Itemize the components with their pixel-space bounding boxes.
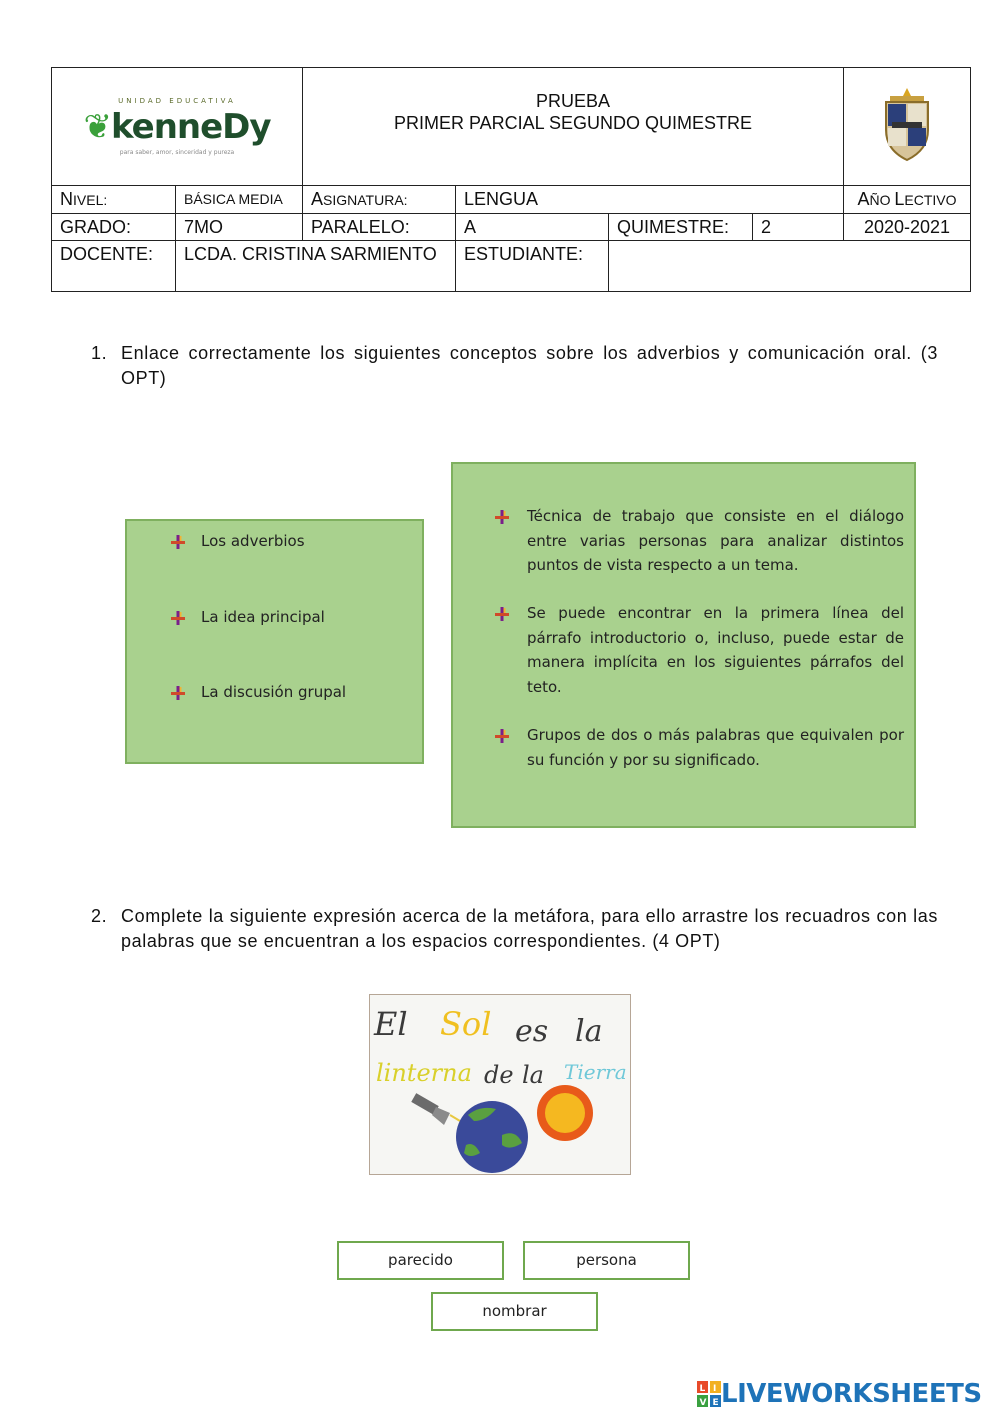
concept-label: La idea principal	[201, 608, 325, 626]
definition-item[interactable]	[495, 601, 904, 699]
picture-word: Tierra	[564, 1060, 627, 1084]
definition-text: Técnica de trabajo que consiste en el diálogo entre varias personas para analizar distintos puntos de vista respecto a un tema.	[527, 507, 904, 574]
word-tile[interactable]: persona	[523, 1241, 690, 1280]
school-logo	[83, 90, 270, 164]
concept-label: La discusión grupal	[201, 683, 347, 701]
liveworksheets-icon	[697, 1381, 721, 1407]
brand-icon-letter: E	[712, 1398, 719, 1407]
picture-word: El	[374, 1005, 408, 1043]
nivel-label: NIVEL:	[52, 186, 176, 214]
liveworksheets-wordmark: LIVEWORKSHEETS	[721, 1379, 982, 1409]
definition-item[interactable]	[495, 504, 904, 578]
picture-word: la	[522, 1061, 544, 1089]
brand-icon-letter: I	[713, 1384, 717, 1394]
school-logo-cell	[52, 68, 303, 186]
sun-icon	[537, 1085, 593, 1141]
definition-item[interactable]	[495, 723, 904, 772]
bullet-cross-icon	[171, 535, 185, 549]
logo-wordmark: kenneDy	[110, 106, 271, 147]
metaphor-drawing	[369, 994, 631, 1175]
logo-sub-text: para saber, amor, sinceridad y pureza	[119, 148, 235, 156]
definition-text: Se puede encontrar en la primera línea del párrafo introductorio o, incluso, puede estar de manera implícita en los siguientes párrafos del teto.	[527, 604, 904, 696]
exam-title-cell	[303, 68, 844, 186]
estudiante-label: ESTUDIANTE:	[456, 241, 609, 292]
word-tile[interactable]: parecido	[337, 1241, 504, 1280]
docente-value: LCDA. CRISTINA SARMIENTO	[176, 241, 456, 292]
bullet-cross-icon	[495, 729, 509, 743]
asignatura-value: LENGUA	[456, 186, 844, 214]
nivel-value: BÁSICA MEDIA	[176, 186, 303, 214]
bullet-cross-icon	[495, 607, 509, 621]
exam-title-line2: PRIMER PARCIAL SEGUNDO QUIMESTRE	[393, 112, 753, 133]
grado-label: GRADO:	[52, 214, 176, 241]
asignatura-label: ASIGNATURA:	[303, 186, 456, 214]
question-1-number: 1.	[91, 343, 108, 363]
grado-value: 7MO	[176, 214, 303, 241]
logo-top-text: UNIDAD EDUCATIVA	[118, 96, 236, 105]
quimestre-value: 2	[753, 214, 844, 241]
question-2	[91, 904, 938, 954]
question-1-text: Enlace correctamente los siguientes conceptos sobre los adverbios y comunicación oral. (3 OPT)	[121, 343, 938, 388]
question-2-number: 2.	[91, 906, 108, 926]
paralelo-value: A	[456, 214, 609, 241]
question-1	[91, 341, 938, 391]
question-2-text: Complete la siguiente expresión acerca de la metáfora, para ello arrastre los recuadros con las palabras que se encuentran a los espacios correspondientes. (4 OPT)	[121, 906, 938, 951]
bullet-cross-icon	[171, 686, 185, 700]
estudiante-input[interactable]	[609, 241, 971, 292]
earth-icon	[456, 1101, 528, 1173]
definition-text: Grupos de dos o más palabras que equivalen por su función y por su significado.	[527, 726, 904, 769]
header-table	[51, 67, 971, 292]
bullet-cross-icon	[495, 510, 509, 524]
flashlight-icon	[411, 1093, 460, 1125]
crest-cell	[844, 68, 971, 186]
exam-title-line1: PRUEBA	[535, 90, 611, 111]
picture-word: es	[515, 1014, 549, 1049]
liveworksheets-logo	[697, 1379, 982, 1409]
school-crest-icon	[880, 86, 934, 162]
docente-label: DOCENTE:	[52, 241, 176, 292]
paralelo-label: PARALELO:	[303, 214, 456, 241]
word-tile[interactable]: nombrar	[431, 1292, 598, 1331]
picture-word: Sol	[440, 1005, 492, 1043]
concept-label: Los adverbios	[201, 532, 305, 550]
picture-word: de	[484, 1061, 514, 1089]
logo-main-text	[83, 106, 271, 147]
concepts-box	[125, 519, 424, 764]
bullet-cross-icon	[171, 611, 185, 625]
brand-icon-letter: L	[699, 1384, 706, 1394]
leaf-icon: ❦	[83, 106, 111, 147]
ano-lectivo-label: AÑO LECTIVO	[844, 186, 971, 214]
definitions-box	[451, 462, 916, 828]
quimestre-label: QUIMESTRE:	[609, 214, 753, 241]
brand-icon-letter: V	[699, 1398, 707, 1407]
picture-word: la	[575, 1014, 603, 1049]
metaphor-drawing-svg	[370, 995, 631, 1175]
ano-lectivo-value: 2020-2021	[844, 214, 971, 241]
picture-word: linterna	[376, 1059, 472, 1087]
